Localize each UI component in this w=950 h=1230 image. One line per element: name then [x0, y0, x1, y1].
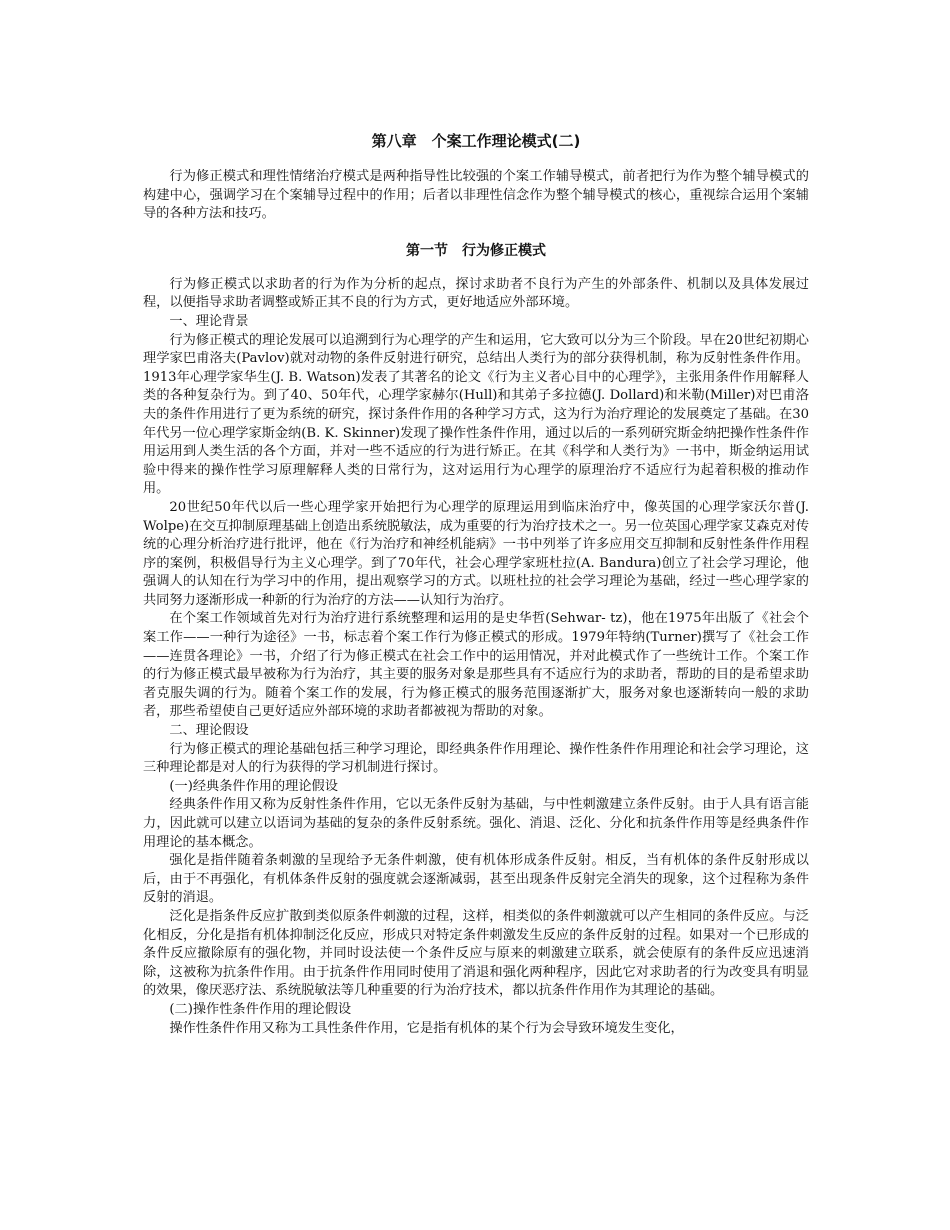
- operant-paragraph-1: 操作性条件作用又称为工具性条件作用，它是指有机体的某个行为会导致环境发生变化，: [169, 1020, 684, 1036]
- chapter-title: 第八章 个案工作理论模式(二): [371, 132, 581, 150]
- subheading-classical-conditioning: (一)经典条件作用的理论假设: [169, 778, 338, 794]
- classical-paragraph-2: 强化是指伴随着条刺激的呈现给予无条件刺激，使有机体形成条件反射。相反，当有机体的条件反射形成以后，由于不再强化，有机体条件反射的强度就会逐渐减弱，甚至出现条件反射完全消失的现象，这个过程称为条件反射的消退。: [143, 853, 809, 906]
- chapter-intro-paragraph: 行为修正模式和理性情绪治疗模式是两种指导性比较强的个案工作辅导模式，前者把行为作为整个辅导模式的构建中心，强调学习在个案辅导过程中的作用；后者以非理性信念作为整个辅导模式的核心，重视综合运用个案辅导的各种方法和技巧。: [143, 169, 809, 222]
- document-page: [143, 122, 809, 1038]
- background-paragraph-2: 20世纪50年代以后一些心理学家开始把行为心理学的原理运用到临床治疗中，像英国的心理学家沃尔普(J. Wolpe)在交互抑制原理基础上创造出系统脱敏法，成为重要的行为治疗技术之一。另一位英国心理学家艾森克对传统的心理分析治疗进行批评，他在《行为治疗和神经机能病》一书中列举了许多应用交互抑制和反射性条件作用程序的案例，积极倡导行为主义心理学。到了70年代，社会心理学家班杜拉(A. Bandura)创立了社会学习理论，他强调人的认知在行为学习中的作用，提出观察学习的方式。以班杜拉的社会学习理论为基础，经过一些心理学家的共同努力逐渐形成一种新的行为治疗的方法——认知行为治疗。: [143, 499, 810, 608]
- section-intro-paragraph: 行为修正模式以求助者的行为作为分析的起点，探讨求助者不良行为产生的外部条件、机制以及具体发展过程，以便指导求助者调整或矫正其不良的行为方式，更好地适应外部环境。: [143, 276, 809, 311]
- heading-theory-background: 一、理论背景: [169, 313, 249, 329]
- section-title: 第一节 行为修正模式: [406, 242, 546, 259]
- classical-paragraph-1: 经典条件作用又称为反射性条件作用，它以无条件反射为基础，与中性刺激建立条件反射。由于人具有语言能力，因此就可以建立以语词为基础的复杂的条件反射系统。强化、消退、泛化、分化和抗条件作用等是经典条件作用理论的基本概念。: [143, 797, 809, 850]
- classical-paragraph-3: 泛化是指条件反应扩散到类似原条件刺激的过程，这样，相类似的条件刺激就可以产生相同的条件反应。与泛化相反，分化是指有机体抑制泛化反应，形成只对特定条件刺激发生反应的条件反射的过程。如果对一个已形成的条件反应撤除原有的强化物，并同时设法使一个条件反应与原来的刺激建立联系，就会使原有的条件反应迅速消除，这被称为抗条件作用。由于抗条件作用同时使用了消退和强化两种程序，因此它对求助者的行为改变具有明显的效果，像厌恶疗法、系统脱敏法等几种重要的行为治疗技术，都以抗条件作用作为其理论的基础。: [143, 908, 809, 999]
- assumption-paragraph-1: 行为修正模式的理论基础包括三种学习理论，即经典条件作用理论、操作性条件作用理论和社会学习理论，这三种理论都是对人的行为获得的学习机制进行探讨。: [143, 741, 809, 776]
- subheading-operant-conditioning: (二)操作性条件作用的理论假设: [169, 1001, 352, 1017]
- background-paragraph-3: 在个案工作领域首先对行为治疗进行系统整理和运用的是史华哲(Sehwar- tz)，他在1975年出版了《社会个案工作——一种行为途径》一书，标志着个案工作行为修正模式的形成。1979年特纳(Turner)撰写了《社会工作——连贯各理论》一书，介绍了行为修正模式在社会工作中的运用情况，并对此模式作了一些统计工作。个案工作的行为修正模式最早被称为行为治疗，其主要的服务对象是那些具有不适应行为的求助者，帮助的目的是希望求助者克服失调的行为。随着个案工作的发展，行为修正模式的服务范围逐渐扩大，服务对象也逐渐转向一般的求助者，那些希望使自己更好适应外部环境的求助者都被视为帮助的对象。: [143, 611, 809, 720]
- background-paragraph-1: 行为修正模式的理论发展可以追溯到行为心理学的产生和运用，它大致可以分为三个阶段。早在20世纪初期心理学家巴甫洛夫(Pavlov)就对动物的条件反射进行研究，总结出人类行为的部分获得机制，称为反射性条件作用。1913年心理学家华生(J. B. Watson)发表了其著名的论文《行为主义者心目中的心理学》，主张用条件作用解释人类的各种复杂行为。到了40、50年代，心理学家赫尔(Hull)和其弟子多拉德(J. Dollard)和米勒(Miller)对巴甫洛夫的条件作用进行了更为系统的研究，探讨条件作用的各种学习方式，这为行为治疗理论的发展奠定了基础。在30年代另一位心理学家斯金纳(B. K. Skinner)发现了操作性条件作用，通过以后的一系列研究斯金纳把操作性条件作用运用到人类生活的各个方面，并对一些不适应的行为进行矫正。在其《科学和人类行为》一书中，斯金纳运用试验中得来的操作性学习原理解释人类的日常行为，这对运用行为心理学的原理治疗不适应行为起着积极的推动作用。: [143, 332, 809, 497]
- heading-theory-assumptions: 二、理论假设: [169, 723, 249, 739]
